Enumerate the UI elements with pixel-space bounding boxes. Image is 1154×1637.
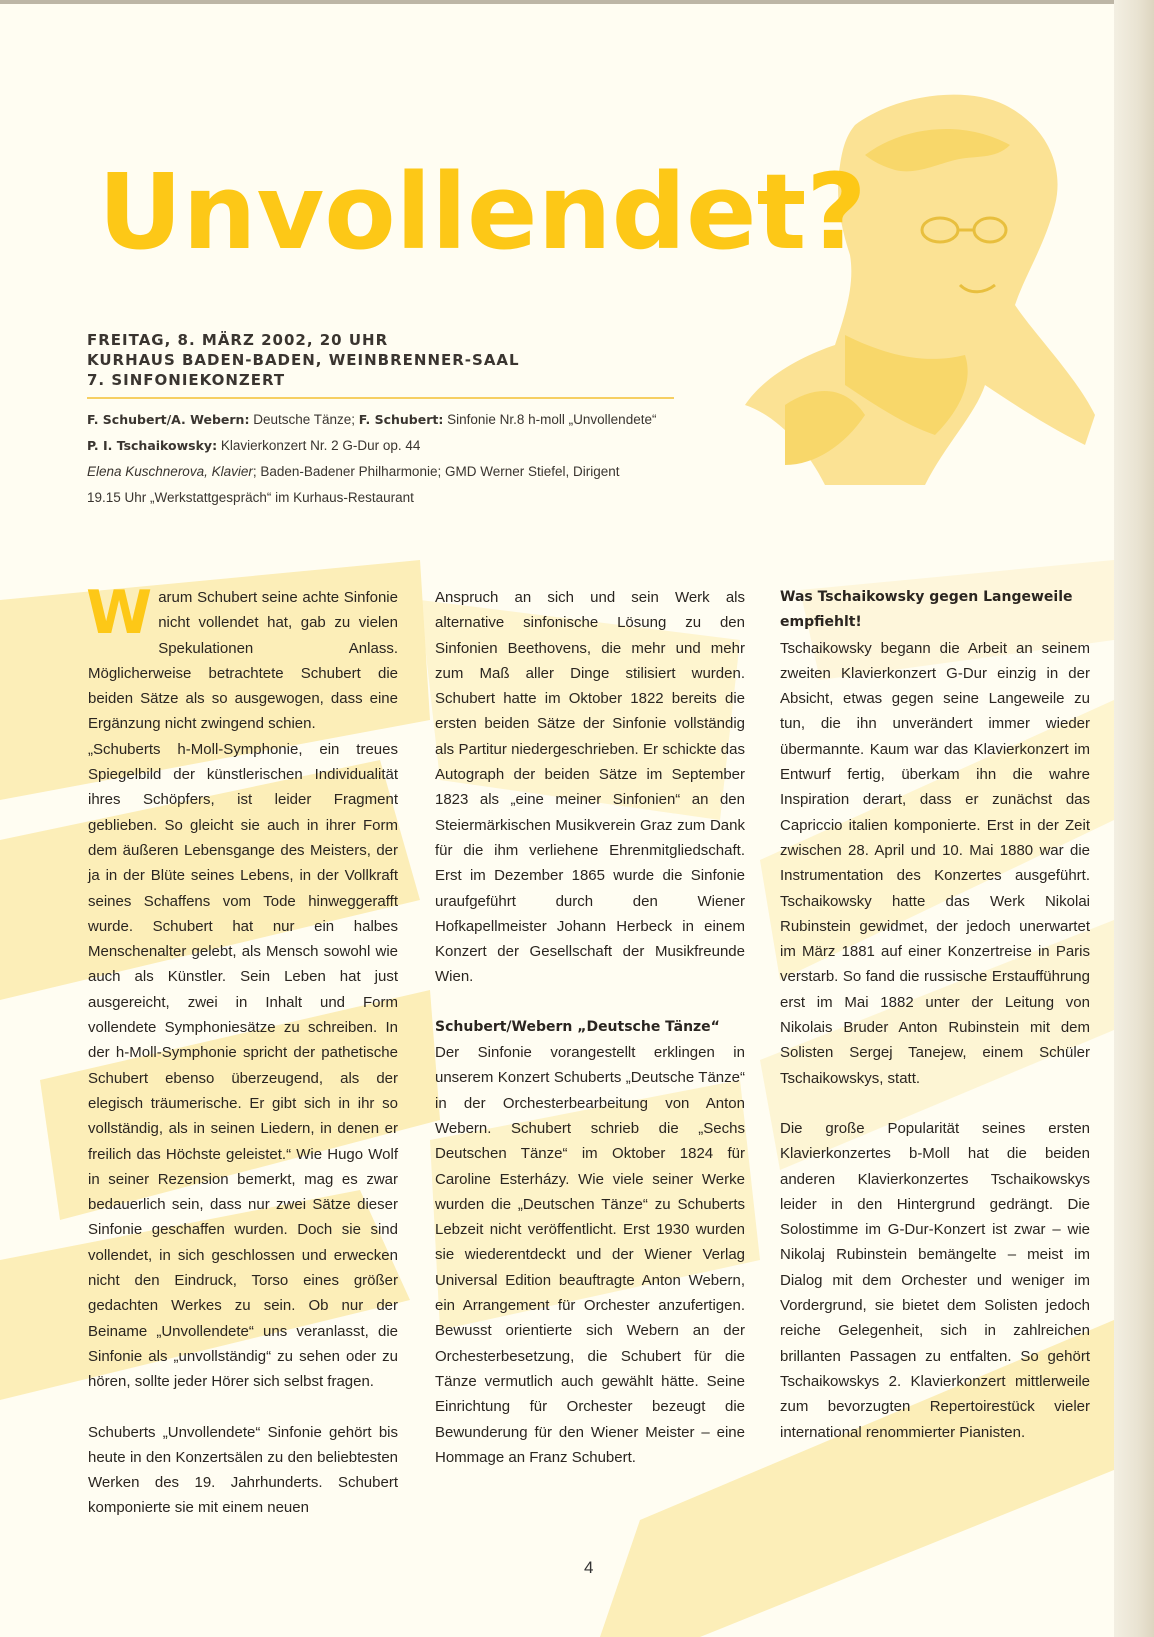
- paragraph: [86, 578, 398, 737]
- schubert-portrait-illustration: [745, 85, 1105, 485]
- paragraph: Der Sinfonie vorangestellt erklingen in unserem Konzert Schuberts „Deutsche Tänze“ in der Orchesterbearbeitung von Anton Webern. Schubert schrieb die „Sechs Deutschen Tänze“ im Oktober 1824 für Caroline Esterházy. Wie viele seiner Werke wurden die „Deutschen Tänze“ zu Schuberts Lebzeit nicht veröffentlicht. Erst 1930 wurden sie wiederentdeckt und der Wiener Verlag Universal Edition beauftragte Anton Webern, ein Arrangement für Orchester anzufertigen. Bewusst orientierte sich Webern an der Orchesterbesetzung, die Schubert für die Tänze vermutlich auch gewählt hätte. Seine Einrichtung für Orchester bezeugt die Bewunderung für den Wiener Meister – eine Hommage an Franz Schubert.: [435, 1044, 745, 1466]
- article-column-3: [780, 585, 1090, 1470]
- drop-cap: W: [86, 578, 153, 648]
- paragraph-text: arum Schubert seine achte Sinfonie nicht vollendet hat, gab zu vielen Spekulationen Anlass. Möglicherweise betrachtete Schubert die beiden Sätze als so ausgewogen, dass eine Ergänzung nicht zwingend schien.: [88, 589, 398, 733]
- program-line-4: 19.15 Uhr „Werkstattgespräch“ im Kurhaus-Restaurant: [87, 490, 414, 505]
- composer-label: F. Schubert:: [358, 412, 444, 427]
- work-title: Deutsche Tänze;: [249, 412, 359, 427]
- paragraph: „Schuberts h-Moll-Symphonie, ein treues Spiegelbild der künstlerischen Individualität ihres Schöpfers, ist leider Fragment geblieben. So gleicht sie auch in ihrer Form dem äußeren Lebensgange des Meisters, der ja in der Blüte seines Lebens, in der Vollkraft seines Schaffens vom Tode hinweggerafft wurde. Schubert hat nur ein halbes Menschenalter gelebt, als Mensch sowohl wie auch als Künstler. Sein Leben hat just ausgereicht, zwei in Inhalt und Form vollendete Symphoniesätze zu schreiben. In der h-Moll-Symphonie spricht der pathetische Schubert ebenso überzeugend, als der elegisch träumerische. Er gibt sich in ihr so vollständig, als in seinen Liedern, in denen er freilich das Höchste geleistet.“ Wie Hugo Wolf in seiner Rezension bemerkt, mag es zwar bedauerlich sein, dass nur zwei Sätze dieser Sinfonie geschaffen wurden. Doch sie sind vollendet, in sich geschlossen und erwecken nicht den Eindruck, Torso eines größer gedachten Werkes zu sein. Ob nur der Beiname „Unvollendete“ uns veranlasst, die Sinfonie als „unvollständig“ zu sehen oder zu hören, sollte jeder Hörer sich selbst fragen.: [88, 740, 398, 1391]
- composer-label: P. I. Tschaikowsky:: [87, 438, 218, 453]
- paragraph: Schuberts „Unvollendete“ Sinfonie gehört bis heute in den Konzertsälen zu den beliebtesten Werken des 19. Jahrhunderts. Schubert komponierte sie mit einem neuen: [88, 1423, 398, 1517]
- performers: ; Baden-Badener Philharmonie; GMD Werner Stiefel, Dirigent: [252, 464, 620, 479]
- event-info: [87, 330, 667, 390]
- section-heading: Schubert/Webern „Deutsche Tänze“: [435, 1018, 720, 1035]
- section-heading: Was Tschaikowsky gegen Langeweile empfiehlt!: [780, 589, 1073, 631]
- event-venue: KURHAUS BADEN-BADEN, WEINBRENNER-SAAL: [87, 351, 520, 369]
- page-number: 4: [584, 1558, 594, 1577]
- article-column-2: [435, 585, 745, 1495]
- paragraph: Die große Popularität seines ersten Klavierkonzertes b-Moll hat die beiden anderen Klavierkonzertes Tschaikowskys leider in den Hintergrund gedrängt. Die Solostimme im G-Dur-Konzert ist zwar – wie Nikolaj Rubinstein bemängelte – meist im Dialog mit dem Orchester und weniger im Vordergrund, sie bietet dem Solisten jedoch reiche Gelegenheit, sich in zahlreichen brillanten Passagen zu entfalten. So gehört Tschaikowskys 2. Klavierkonzert mittlerweile zum bevorzugten Repertoirestück vieler international renommierter Pianisten.: [780, 1119, 1090, 1441]
- paragraph: Anspruch an sich und sein Werk als alternative sinfonische Lösung zu den Sinfonien Beethovens, die mehr und mehr zum Maß aller Dinge stilisiert wurden. Schubert hatte im Oktober 1822 bereits die ersten beiden Sätze der Sinfonie vollständig als Partitur niedergeschrieben. Er schickte das Autograph der beiden Sätze im September 1823 als „eine meiner Sinfonien“ an den Steiermärkischen Musikverein Graz zum Dank für die ihm verliehene Ehrenmitgliedschaft. Erst im Dezember 1865 wurde die Sinfonie uraufgeführt durch den Wiener Hofkapellmeister Johann Herbeck in einem Konzert der Gesellschaft der Musikfreunde Wien.: [435, 589, 745, 986]
- program-list: [87, 407, 707, 511]
- program-line-3: [87, 459, 707, 485]
- work-title: Klavierkonzert Nr. 2 G-Dur op. 44: [217, 438, 421, 453]
- work-title: Sinfonie Nr.8 h-moll „Unvollendete“: [443, 412, 657, 427]
- page-title: Unvollendet?: [98, 151, 867, 273]
- program-line-2: [87, 433, 707, 459]
- event-name: 7. SINFONIEKONZERT: [87, 371, 286, 389]
- paragraph: Tschaikowsky begann die Arbeit an seinem zweiten Klavierkonzert G-Dur einzig in der Absicht, etwas gegen seine Langeweile zu tun, die ihn unverändert immer wieder übermannte. Kaum war das Klavierkonzert im Entwurf fertig, überkam ihn die wahre Inspiration derart, dass er zunächst das Capriccio italien komponierte. Erst in der Zeit zwischen 28. April und 10. Mai 1880 war die Instrumentation des Konzertes ausgeführt. Tschaikowsky hatte das Werk Nikolai Rubinstein gewidmet, der jedoch unerwartet im März 1881 auf einer Konzertreise in Paris verstarb. So fand die russische Erstaufführung erst im Mai 1882 unter der Leitung von Nikolais Bruder Anton Rubinstein mit dem Solisten Sergej Tanejew, einem Schüler Tschaikowskys, statt.: [780, 639, 1090, 1087]
- program-line-1: [87, 407, 707, 433]
- article-column-1: [86, 578, 398, 1546]
- composer-label: F. Schubert/A. Webern:: [87, 412, 250, 427]
- soloist-name: Elena Kuschnerova, Klavier: [87, 464, 253, 479]
- divider-rule: [87, 397, 674, 399]
- event-date-time: FREITAG, 8. MÄRZ 2002, 20 UHR: [87, 331, 389, 349]
- page-edge: [1114, 0, 1154, 1637]
